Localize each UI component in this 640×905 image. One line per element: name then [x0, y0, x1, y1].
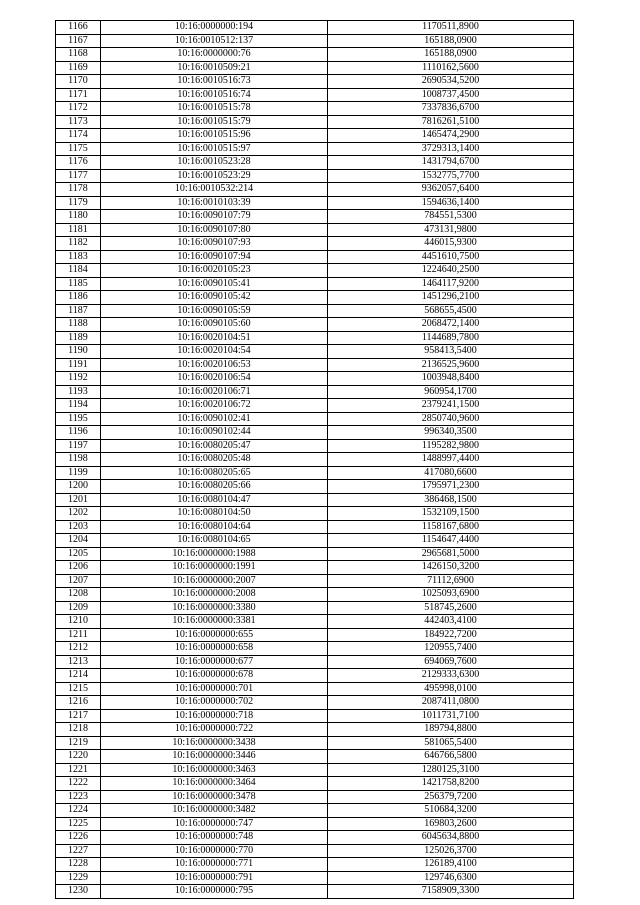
table-row: [56, 493, 574, 507]
table-row: [56, 561, 574, 575]
cadastral-number-cell: 10:16:0010515:97: [101, 142, 328, 156]
row-number-cell: 1175: [56, 142, 101, 156]
cadastral-number-cell: 10:16:0000000:770: [101, 844, 328, 858]
cadastral-number-cell: 10:16:0000000:194: [101, 21, 328, 35]
cadastral-value-cell: 1144689,7800: [328, 331, 574, 345]
cadastral-number-cell: 10:16:0000000:3482: [101, 804, 328, 818]
table-row: [56, 34, 574, 48]
row-number-cell: 1208: [56, 588, 101, 602]
cadastral-value-cell: 1488997,4400: [328, 453, 574, 467]
cadastral-value-cell: 518745,2600: [328, 601, 574, 615]
row-number-cell: 1222: [56, 777, 101, 791]
cadastral-number-cell: 10:16:0000000:748: [101, 831, 328, 845]
row-number-cell: 1229: [56, 871, 101, 885]
cadastral-number-cell: 10:16:0010515:96: [101, 129, 328, 143]
row-number-cell: 1218: [56, 723, 101, 737]
cadastral-number-cell: 10:16:0010516:74: [101, 88, 328, 102]
cadastral-value-cell: 2690534,5200: [328, 75, 574, 89]
row-number-cell: 1215: [56, 682, 101, 696]
table-row: [56, 804, 574, 818]
cadastral-value-cell: 1431794,6700: [328, 156, 574, 170]
cadastral-value-cell: 417080,6600: [328, 466, 574, 480]
row-number-cell: 1203: [56, 520, 101, 534]
cadastral-number-cell: 10:16:0020104:54: [101, 345, 328, 359]
table-row: [56, 871, 574, 885]
cadastral-value-cell: 165188,0900: [328, 48, 574, 62]
row-number-cell: 1207: [56, 574, 101, 588]
cadastral-number-cell: 10:16:0000000:3446: [101, 750, 328, 764]
table-row: [56, 385, 574, 399]
table-row: [56, 520, 574, 534]
cadastral-value-cell: 2136525,9600: [328, 358, 574, 372]
cadastral-number-cell: 10:16:0080205:65: [101, 466, 328, 480]
table-row: [56, 426, 574, 440]
table-row: [56, 183, 574, 197]
cadastral-value-cell: 958413,5400: [328, 345, 574, 359]
cadastral-value-cell: 1195282,9800: [328, 439, 574, 453]
cadastral-number-cell: 10:16:0000000:3463: [101, 763, 328, 777]
row-number-cell: 1209: [56, 601, 101, 615]
row-number-cell: 1212: [56, 642, 101, 656]
row-number-cell: 1179: [56, 196, 101, 210]
cadastral-value-cell: 784551,5300: [328, 210, 574, 224]
table-row: [56, 372, 574, 386]
table-row: [56, 115, 574, 129]
cadastral-number-cell: 10:16:0000000:1991: [101, 561, 328, 575]
cadastral-number-cell: 10:16:0080104:65: [101, 534, 328, 548]
cadastral-value-cell: 1154647,4400: [328, 534, 574, 548]
table-row: [56, 709, 574, 723]
cadastral-number-cell: 10:16:0000000:678: [101, 669, 328, 683]
cadastral-value-cell: 1594636,1400: [328, 196, 574, 210]
table-row: [56, 169, 574, 183]
table-row: [56, 696, 574, 710]
cadastral-value-cell: 165188,0900: [328, 34, 574, 48]
cadastral-value-cell: 189794,8800: [328, 723, 574, 737]
cadastral-value-cell: 1025093,6900: [328, 588, 574, 602]
row-number-cell: 1197: [56, 439, 101, 453]
row-number-cell: 1166: [56, 21, 101, 35]
table-row: [56, 75, 574, 89]
row-number-cell: 1183: [56, 250, 101, 264]
table-row: [56, 129, 574, 143]
table-row: [56, 831, 574, 845]
table-row: [56, 534, 574, 548]
row-number-cell: 1202: [56, 507, 101, 521]
table-row: [56, 480, 574, 494]
cadastral-number-cell: 10:16:0090105:59: [101, 304, 328, 318]
cadastral-number-cell: 10:16:0000000:3464: [101, 777, 328, 791]
cadastral-value-cell: 2129333,6300: [328, 669, 574, 683]
cadastral-value-cell: 4451610,7500: [328, 250, 574, 264]
cadastral-number-cell: 10:16:0020106:53: [101, 358, 328, 372]
cadastral-number-cell: 10:16:0020104:51: [101, 331, 328, 345]
cadastral-value-cell: 2379241,1500: [328, 399, 574, 413]
table-row: [56, 574, 574, 588]
row-number-cell: 1210: [56, 615, 101, 629]
cadastral-number-cell: 10:16:0020106:71: [101, 385, 328, 399]
table-row: [56, 750, 574, 764]
row-number-cell: 1211: [56, 628, 101, 642]
cadastral-value-cell: 581065,5400: [328, 736, 574, 750]
table-row: [56, 655, 574, 669]
table-row: [56, 439, 574, 453]
row-number-cell: 1169: [56, 61, 101, 75]
cadastral-value-cell: 184922,7200: [328, 628, 574, 642]
cadastral-value-cell: 446015,9300: [328, 237, 574, 251]
cadastral-number-cell: 10:16:0000000:655: [101, 628, 328, 642]
cadastral-number-cell: 10:16:0080104:47: [101, 493, 328, 507]
cadastral-number-cell: 10:16:0010523:28: [101, 156, 328, 170]
cadastral-number-cell: 10:16:0000000:795: [101, 885, 328, 899]
row-number-cell: 1199: [56, 466, 101, 480]
row-number-cell: 1198: [56, 453, 101, 467]
row-number-cell: 1214: [56, 669, 101, 683]
row-number-cell: 1217: [56, 709, 101, 723]
row-number-cell: 1182: [56, 237, 101, 251]
row-number-cell: 1230: [56, 885, 101, 899]
table-row: [56, 142, 574, 156]
cadastral-number-cell: 10:16:0000000:677: [101, 655, 328, 669]
cadastral-number-cell: 10:16:0090107:79: [101, 210, 328, 224]
row-number-cell: 1223: [56, 790, 101, 804]
cadastral-number-cell: 10:16:0000000:2008: [101, 588, 328, 602]
cadastral-value-cell: 510684,3200: [328, 804, 574, 818]
cadastral-value-cell: 125026,3700: [328, 844, 574, 858]
row-number-cell: 1226: [56, 831, 101, 845]
cadastral-value-cell: 2068472,1400: [328, 318, 574, 332]
table-row: [56, 48, 574, 62]
row-number-cell: 1171: [56, 88, 101, 102]
table-row: [56, 156, 574, 170]
cadastral-value-cell: 1110162,5600: [328, 61, 574, 75]
table-row: [56, 345, 574, 359]
table-row: [56, 358, 574, 372]
row-number-cell: 1192: [56, 372, 101, 386]
table-row: [56, 291, 574, 305]
table-row: [56, 196, 574, 210]
row-number-cell: 1187: [56, 304, 101, 318]
cadastral-value-cell: 1280125,3100: [328, 763, 574, 777]
table-row: [56, 223, 574, 237]
cadastral-number-cell: 10:16:0000000:3438: [101, 736, 328, 750]
row-number-cell: 1204: [56, 534, 101, 548]
table-row: [56, 304, 574, 318]
row-number-cell: 1193: [56, 385, 101, 399]
cadastral-number-cell: 10:16:0020105:23: [101, 264, 328, 278]
table-row: [56, 237, 574, 251]
row-number-cell: 1167: [56, 34, 101, 48]
cadastral-value-cell: 1426150,3200: [328, 561, 574, 575]
table-row: [56, 102, 574, 116]
cadastral-number-cell: 10:16:0000000:791: [101, 871, 328, 885]
cadastral-number-cell: 10:16:0090105:41: [101, 277, 328, 291]
cadastral-number-cell: 10:16:0080205:47: [101, 439, 328, 453]
row-number-cell: 1172: [56, 102, 101, 116]
cadastral-number-cell: 10:16:0010515:78: [101, 102, 328, 116]
row-number-cell: 1205: [56, 547, 101, 561]
cadastral-value-cell: 120955,7400: [328, 642, 574, 656]
cadastral-number-cell: 10:16:0000000:718: [101, 709, 328, 723]
row-number-cell: 1173: [56, 115, 101, 129]
cadastral-value-cell: 1003948,8400: [328, 372, 574, 386]
table-row: [56, 642, 574, 656]
cadastral-number-cell: 10:16:0090102:44: [101, 426, 328, 440]
cadastral-number-cell: 10:16:0010512:137: [101, 34, 328, 48]
cadastral-number-cell: 10:16:0000000:658: [101, 642, 328, 656]
row-number-cell: 1194: [56, 399, 101, 413]
row-number-cell: 1168: [56, 48, 101, 62]
row-number-cell: 1220: [56, 750, 101, 764]
table-row: [56, 615, 574, 629]
table-row: [56, 682, 574, 696]
row-number-cell: 1224: [56, 804, 101, 818]
cadastral-number-cell: 10:16:0000000:771: [101, 858, 328, 872]
table-row: [56, 858, 574, 872]
cadastral-number-cell: 10:16:0010515:79: [101, 115, 328, 129]
table-row: [56, 628, 574, 642]
cadastral-number-cell: 10:16:0020106:72: [101, 399, 328, 413]
cadastral-number-cell: 10:16:0090105:60: [101, 318, 328, 332]
cadastral-number-cell: 10:16:0000000:701: [101, 682, 328, 696]
cadastral-number-cell: 10:16:0000000:3380: [101, 601, 328, 615]
row-number-cell: 1184: [56, 264, 101, 278]
cadastral-value-cell: 1532775,7700: [328, 169, 574, 183]
cadastral-value-cell: 7337836,6700: [328, 102, 574, 116]
table-row: [56, 885, 574, 899]
cadastral-value-cell: 960954,1700: [328, 385, 574, 399]
cadastral-number-cell: 10:16:0000000:76: [101, 48, 328, 62]
cadastral-number-cell: 10:16:0000000:1988: [101, 547, 328, 561]
table-row: [56, 61, 574, 75]
cadastral-value-cell: 7158909,3300: [328, 885, 574, 899]
row-number-cell: 1188: [56, 318, 101, 332]
cadastral-value-cell: 2850740,9600: [328, 412, 574, 426]
table-body: [56, 21, 574, 899]
cadastral-number-cell: 10:16:0000000:3381: [101, 615, 328, 629]
row-number-cell: 1195: [56, 412, 101, 426]
cadastral-value-cell: 1532109,1500: [328, 507, 574, 521]
table-row: [56, 817, 574, 831]
row-number-cell: 1174: [56, 129, 101, 143]
cadastral-number-cell: 10:16:0080205:66: [101, 480, 328, 494]
cadastral-number-cell: 10:16:0080104:50: [101, 507, 328, 521]
table-row: [56, 399, 574, 413]
cadastral-number-cell: 10:16:0000000:747: [101, 817, 328, 831]
table-row: [56, 264, 574, 278]
row-number-cell: 1190: [56, 345, 101, 359]
cadastral-number-cell: 10:16:0020106:54: [101, 372, 328, 386]
row-number-cell: 1219: [56, 736, 101, 750]
table-row: [56, 763, 574, 777]
cadastral-value-cell: 646766,5800: [328, 750, 574, 764]
row-number-cell: 1213: [56, 655, 101, 669]
cadastral-value-cell: 169803,2600: [328, 817, 574, 831]
table-row: [56, 790, 574, 804]
cadastral-value-cell: 568655,4500: [328, 304, 574, 318]
cadastral-value-cell: 1421758,8200: [328, 777, 574, 791]
row-number-cell: 1201: [56, 493, 101, 507]
cadastral-value-cell: 442403,4100: [328, 615, 574, 629]
table-row: [56, 844, 574, 858]
row-number-cell: 1200: [56, 480, 101, 494]
table-row: [56, 331, 574, 345]
cadastral-value-cell: 2087411,0800: [328, 696, 574, 710]
cadastral-number-cell: 10:16:0010509:21: [101, 61, 328, 75]
table-row: [56, 412, 574, 426]
cadastral-number-cell: 10:16:0000000:3478: [101, 790, 328, 804]
cadastral-value-cell: 473131,9800: [328, 223, 574, 237]
cadastral-number-cell: 10:16:0090107:94: [101, 250, 328, 264]
table-row: [56, 318, 574, 332]
cadastral-number-cell: 10:16:0010516:73: [101, 75, 328, 89]
cadastral-value-cell: 3729313,1400: [328, 142, 574, 156]
row-number-cell: 1177: [56, 169, 101, 183]
cadastral-value-cell: 256379,7200: [328, 790, 574, 804]
cadastral-number-cell: 10:16:0080104:64: [101, 520, 328, 534]
row-number-cell: 1189: [56, 331, 101, 345]
cadastral-value-cell: 996340,3500: [328, 426, 574, 440]
cadastral-value-cell: 2965681,5000: [328, 547, 574, 561]
row-number-cell: 1206: [56, 561, 101, 575]
row-number-cell: 1221: [56, 763, 101, 777]
cadastral-value-cell: 1008737,4500: [328, 88, 574, 102]
table-row: [56, 601, 574, 615]
table-row: [56, 21, 574, 35]
cadastral-value-table: [55, 20, 574, 899]
cadastral-value-cell: 6045634,8800: [328, 831, 574, 845]
cadastral-value-cell: 7816261,5100: [328, 115, 574, 129]
cadastral-value-cell: 495998,0100: [328, 682, 574, 696]
row-number-cell: 1181: [56, 223, 101, 237]
cadastral-value-cell: 1464117,9200: [328, 277, 574, 291]
table-row: [56, 277, 574, 291]
cadastral-value-cell: 1451296,2100: [328, 291, 574, 305]
table-row: [56, 723, 574, 737]
table-row: [56, 777, 574, 791]
row-number-cell: 1176: [56, 156, 101, 170]
cadastral-number-cell: 10:16:0010523:29: [101, 169, 328, 183]
cadastral-value-cell: 1170511,8900: [328, 21, 574, 35]
table-row: [56, 250, 574, 264]
cadastral-number-cell: 10:16:0010103:39: [101, 196, 328, 210]
cadastral-value-cell: 1795971,2300: [328, 480, 574, 494]
cadastral-number-cell: 10:16:0000000:702: [101, 696, 328, 710]
cadastral-number-cell: 10:16:0080205:48: [101, 453, 328, 467]
cadastral-number-cell: 10:16:0090107:80: [101, 223, 328, 237]
table-row: [56, 453, 574, 467]
table-row: [56, 736, 574, 750]
table-row: [56, 507, 574, 521]
row-number-cell: 1178: [56, 183, 101, 197]
table-row: [56, 210, 574, 224]
cadastral-value-cell: 9362057,6400: [328, 183, 574, 197]
cadastral-number-cell: 10:16:0090105:42: [101, 291, 328, 305]
cadastral-number-cell: 10:16:0090102:41: [101, 412, 328, 426]
cadastral-value-cell: 386468,1500: [328, 493, 574, 507]
cadastral-value-cell: 1158167,6800: [328, 520, 574, 534]
table-row: [56, 669, 574, 683]
table-row: [56, 588, 574, 602]
row-number-cell: 1228: [56, 858, 101, 872]
cadastral-number-cell: 10:16:0000000:722: [101, 723, 328, 737]
table-row: [56, 88, 574, 102]
row-number-cell: 1185: [56, 277, 101, 291]
table-row: [56, 547, 574, 561]
cadastral-value-cell: 1224640,2500: [328, 264, 574, 278]
row-number-cell: 1216: [56, 696, 101, 710]
row-number-cell: 1186: [56, 291, 101, 305]
row-number-cell: 1227: [56, 844, 101, 858]
cadastral-value-cell: 694069,7600: [328, 655, 574, 669]
row-number-cell: 1225: [56, 817, 101, 831]
cadastral-value-cell: 71112,6900: [328, 574, 574, 588]
cadastral-value-cell: 1465474,2900: [328, 129, 574, 143]
cadastral-number-cell: 10:16:0090107:93: [101, 237, 328, 251]
cadastral-value-cell: 129746,6300: [328, 871, 574, 885]
row-number-cell: 1180: [56, 210, 101, 224]
row-number-cell: 1170: [56, 75, 101, 89]
row-number-cell: 1196: [56, 426, 101, 440]
cadastral-number-cell: 10:16:0010532:214: [101, 183, 328, 197]
cadastral-value-cell: 1011731,7100: [328, 709, 574, 723]
cadastral-value-cell: 126189,4100: [328, 858, 574, 872]
cadastral-number-cell: 10:16:0000000:2007: [101, 574, 328, 588]
table-row: [56, 466, 574, 480]
row-number-cell: 1191: [56, 358, 101, 372]
